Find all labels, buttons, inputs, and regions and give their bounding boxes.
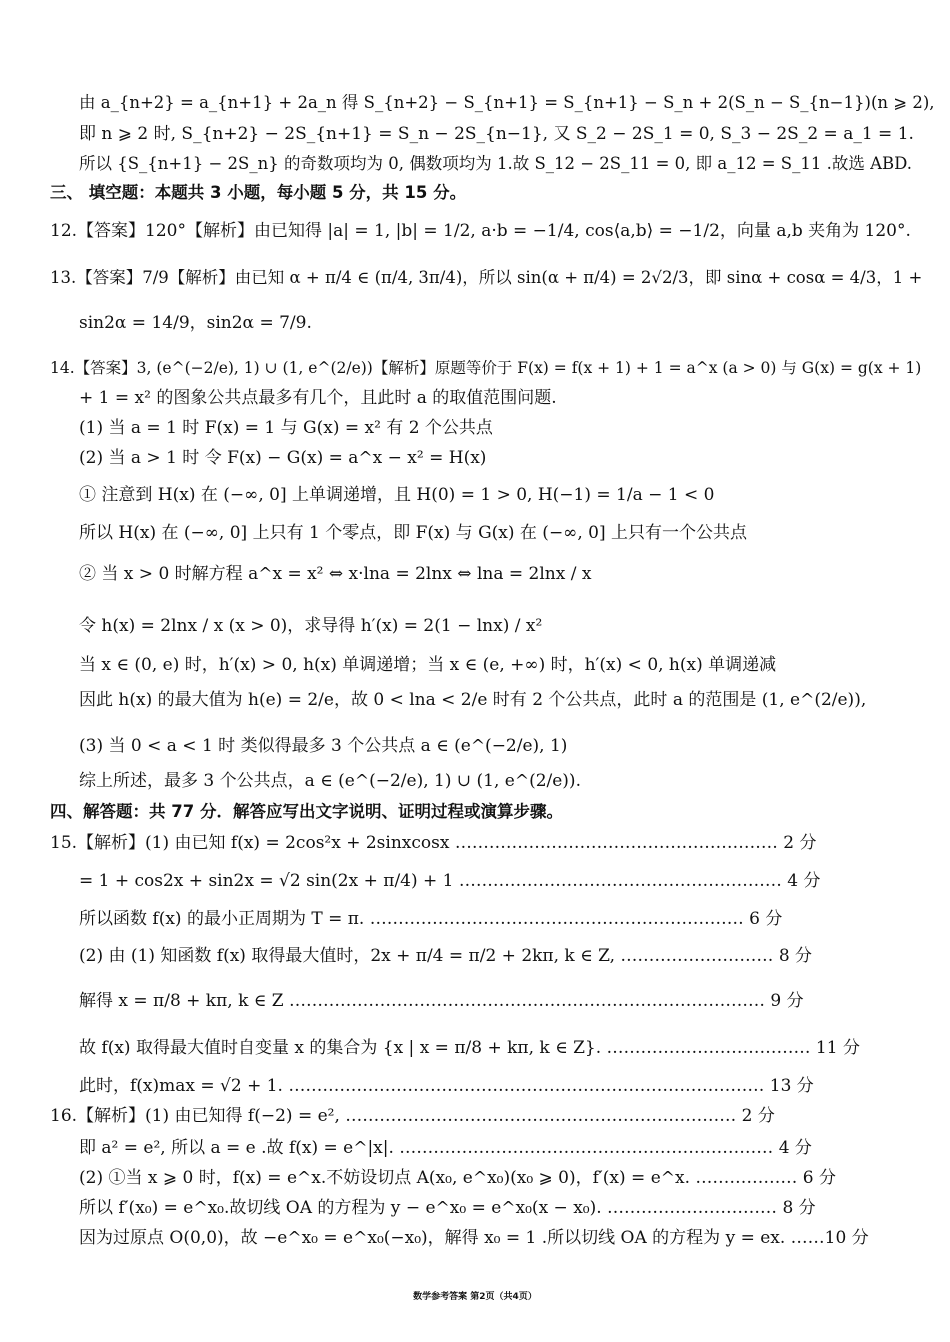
solution-16-line-2: 即 a² = e², 所以 a = e .故 f(x) = e^|x|. ………………………………………………………… 4 分 <box>79 1138 812 1158</box>
text-line-3: 所以 {S_{n+1} − 2S_n} 的奇数项均为 0, 偶数项均为 1.故 S_12 − 2S_11 = 0, 即 a_12 = S_11 .故选 ABD. <box>79 154 913 173</box>
answer-14-step-2d: 因此 h(x) 的最大值为 h(e) = 2/e，故 0 < lna < 2/e 时有 2 个公共点，此时 a 的范围是 (1, e^(2/e)), <box>79 690 867 710</box>
solution-16-line-5: 因为过原点 O(0,0)，故 −e^x₀ = e^x₀(−x₀)，解得 x₀ = 1 .所以切线 OA 的方程为 y = ex. ……10 分 <box>79 1228 869 1248</box>
section-heading-4: 四、解答题：共 77 分．解答应写出文字说明、证明过程或演算步骤。 <box>50 802 563 821</box>
answer-14-cont: + 1 = x² 的图象公共点最多有几个，且此时 a 的取值范围问题. <box>79 388 557 408</box>
text-line-1: 由 a_{n+2} = a_{n+1} + 2a_n 得 S_{n+2} − S_{n+1} = S_{n+1} − S_n + 2(S_n − S_{n−1})(n ⩾ 2), <box>79 93 935 112</box>
answer-14: 14.【答案】3, (e^(−2/e), 1) ∪ (1, e^(2/e))【解析】原题等价于 F(x) = f(x + 1) + 1 = a^x (a > 0) 与 G(x) = g(x + 1) <box>50 359 922 377</box>
solution-15-line-1: 15.【解析】(1) 由已知 f(x) = 2cos²x + 2sinxcosx ………………………………………………… 2 分 <box>50 833 817 853</box>
solution-15-line-6: 故 f(x) 取得最大值时自变量 x 的集合为 {x | x = π/8 + kπ, k ∈ Z}. ……………………………… 11 分 <box>79 1038 860 1058</box>
solution-16-line-3: (2) ①当 x ⩾ 0 时，f(x) = e^x.不妨设切点 A(x₀, e^x₀)(x₀ ⩾ 0)，f′(x) = e^x. ……………… 6 分 <box>79 1168 837 1188</box>
solution-16-line-1: 16.【解析】(1) 由已知得 f(−2) = e², …………………………………………………………… 2 分 <box>50 1106 775 1126</box>
page-footer: 数学参考答案 第2页（共4页） <box>413 1292 537 1302</box>
solution-16-line-4: 所以 f′(x₀) = e^x₀.故切线 OA 的方程为 y − e^x₀ = e^x₀(x − x₀). ………………………… 8 分 <box>79 1198 816 1218</box>
text-line-2: 即 n ⩾ 2 时, S_{n+2} − 2S_{n+1} = S_n − 2S_{n−1}, 又 S_2 − 2S_1 = 0, S_3 − 2S_2 = a_1 = 1. <box>79 124 914 144</box>
solution-15-line-7: 此时，f(x)max = √2 + 1. ………………………………………………………………………… 13 分 <box>79 1076 814 1096</box>
answer-12: 12.【答案】120°【解析】由已知得 |a| = 1, |b| = 1/2, a·b = −1/4, cos⟨a,b⟩ = −1/2，向量 a,b 夹角为 120°. <box>50 221 911 241</box>
answer-14-case-3: (3) 当 0 < a < 1 时 类似得最多 3 个公共点 a ∈ (e^(−2/e), 1) <box>79 736 568 756</box>
answer-14-step-2b: 令 h(x) = 2lnx / x (x > 0)，求导得 h′(x) = 2(1 − lnx) / x² <box>79 616 543 636</box>
answer-14-summary: 综上所述，最多 3 个公共点，a ∈ (e^(−2/e), 1) ∪ (1, e^(2/e)). <box>79 771 581 791</box>
answer-14-step-2c: 当 x ∈ (0, e) 时，h′(x) > 0, h(x) 单调递增；当 x ∈ (e, +∞) 时，h′(x) < 0, h(x) 单调递减 <box>79 655 777 675</box>
solution-15-line-4: (2) 由 (1) 知函数 f(x) 取得最大值时，2x + π/4 = π/2 + 2kπ, k ∈ Z, ……………………… 8 分 <box>79 946 813 966</box>
answer-13-cont: sin2α = 14/9，sin2α = 7/9. <box>79 313 312 333</box>
answer-14-step-1: ① 注意到 H(x) 在 (−∞, 0] 上单调递增，且 H(0) = 1 > 0, H(−1) = 1/a − 1 < 0 <box>79 485 715 505</box>
answer-14-step-1b: 所以 H(x) 在 (−∞, 0] 上只有 1 个零点，即 F(x) 与 G(x) 在 (−∞, 0] 上只有一个公共点 <box>79 523 748 543</box>
solution-15-line-2: = 1 + cos2x + sin2x = √2 sin(2x + π/4) + 1 ………………………………………………… 4 分 <box>79 871 821 891</box>
section-heading-3: 三、 填空题：本题共 3 小题，每小题 5 分，共 15 分。 <box>50 183 467 202</box>
answer-14-case-2: (2) 当 a > 1 时 令 F(x) − G(x) = a^x − x² = H(x) <box>79 448 487 468</box>
answer-14-case-1: (1) 当 a = 1 时 F(x) = 1 与 G(x) = x² 有 2 个公共点 <box>79 418 493 438</box>
solution-15-line-5: 解得 x = π/8 + kπ, k ∈ Z ………………………………………………………………………… 9 分 <box>79 991 804 1011</box>
solution-15-line-3: 所以函数 f(x) 的最小正周期为 T = π. ………………………………………………………… 6 分 <box>79 909 783 929</box>
answer-14-step-2: ② 当 x > 0 时解方程 a^x = x² ⇔ x·lna = 2lnx ⇔ lna = 2lnx / x <box>79 564 592 584</box>
answer-13: 13.【答案】7/9【解析】由已知 α + π/4 ∈ (π/4, 3π/4)，所以 sin(α + π/4) = 2√2/3，即 sinα + cosα = 4/3，1 + <box>50 268 923 287</box>
